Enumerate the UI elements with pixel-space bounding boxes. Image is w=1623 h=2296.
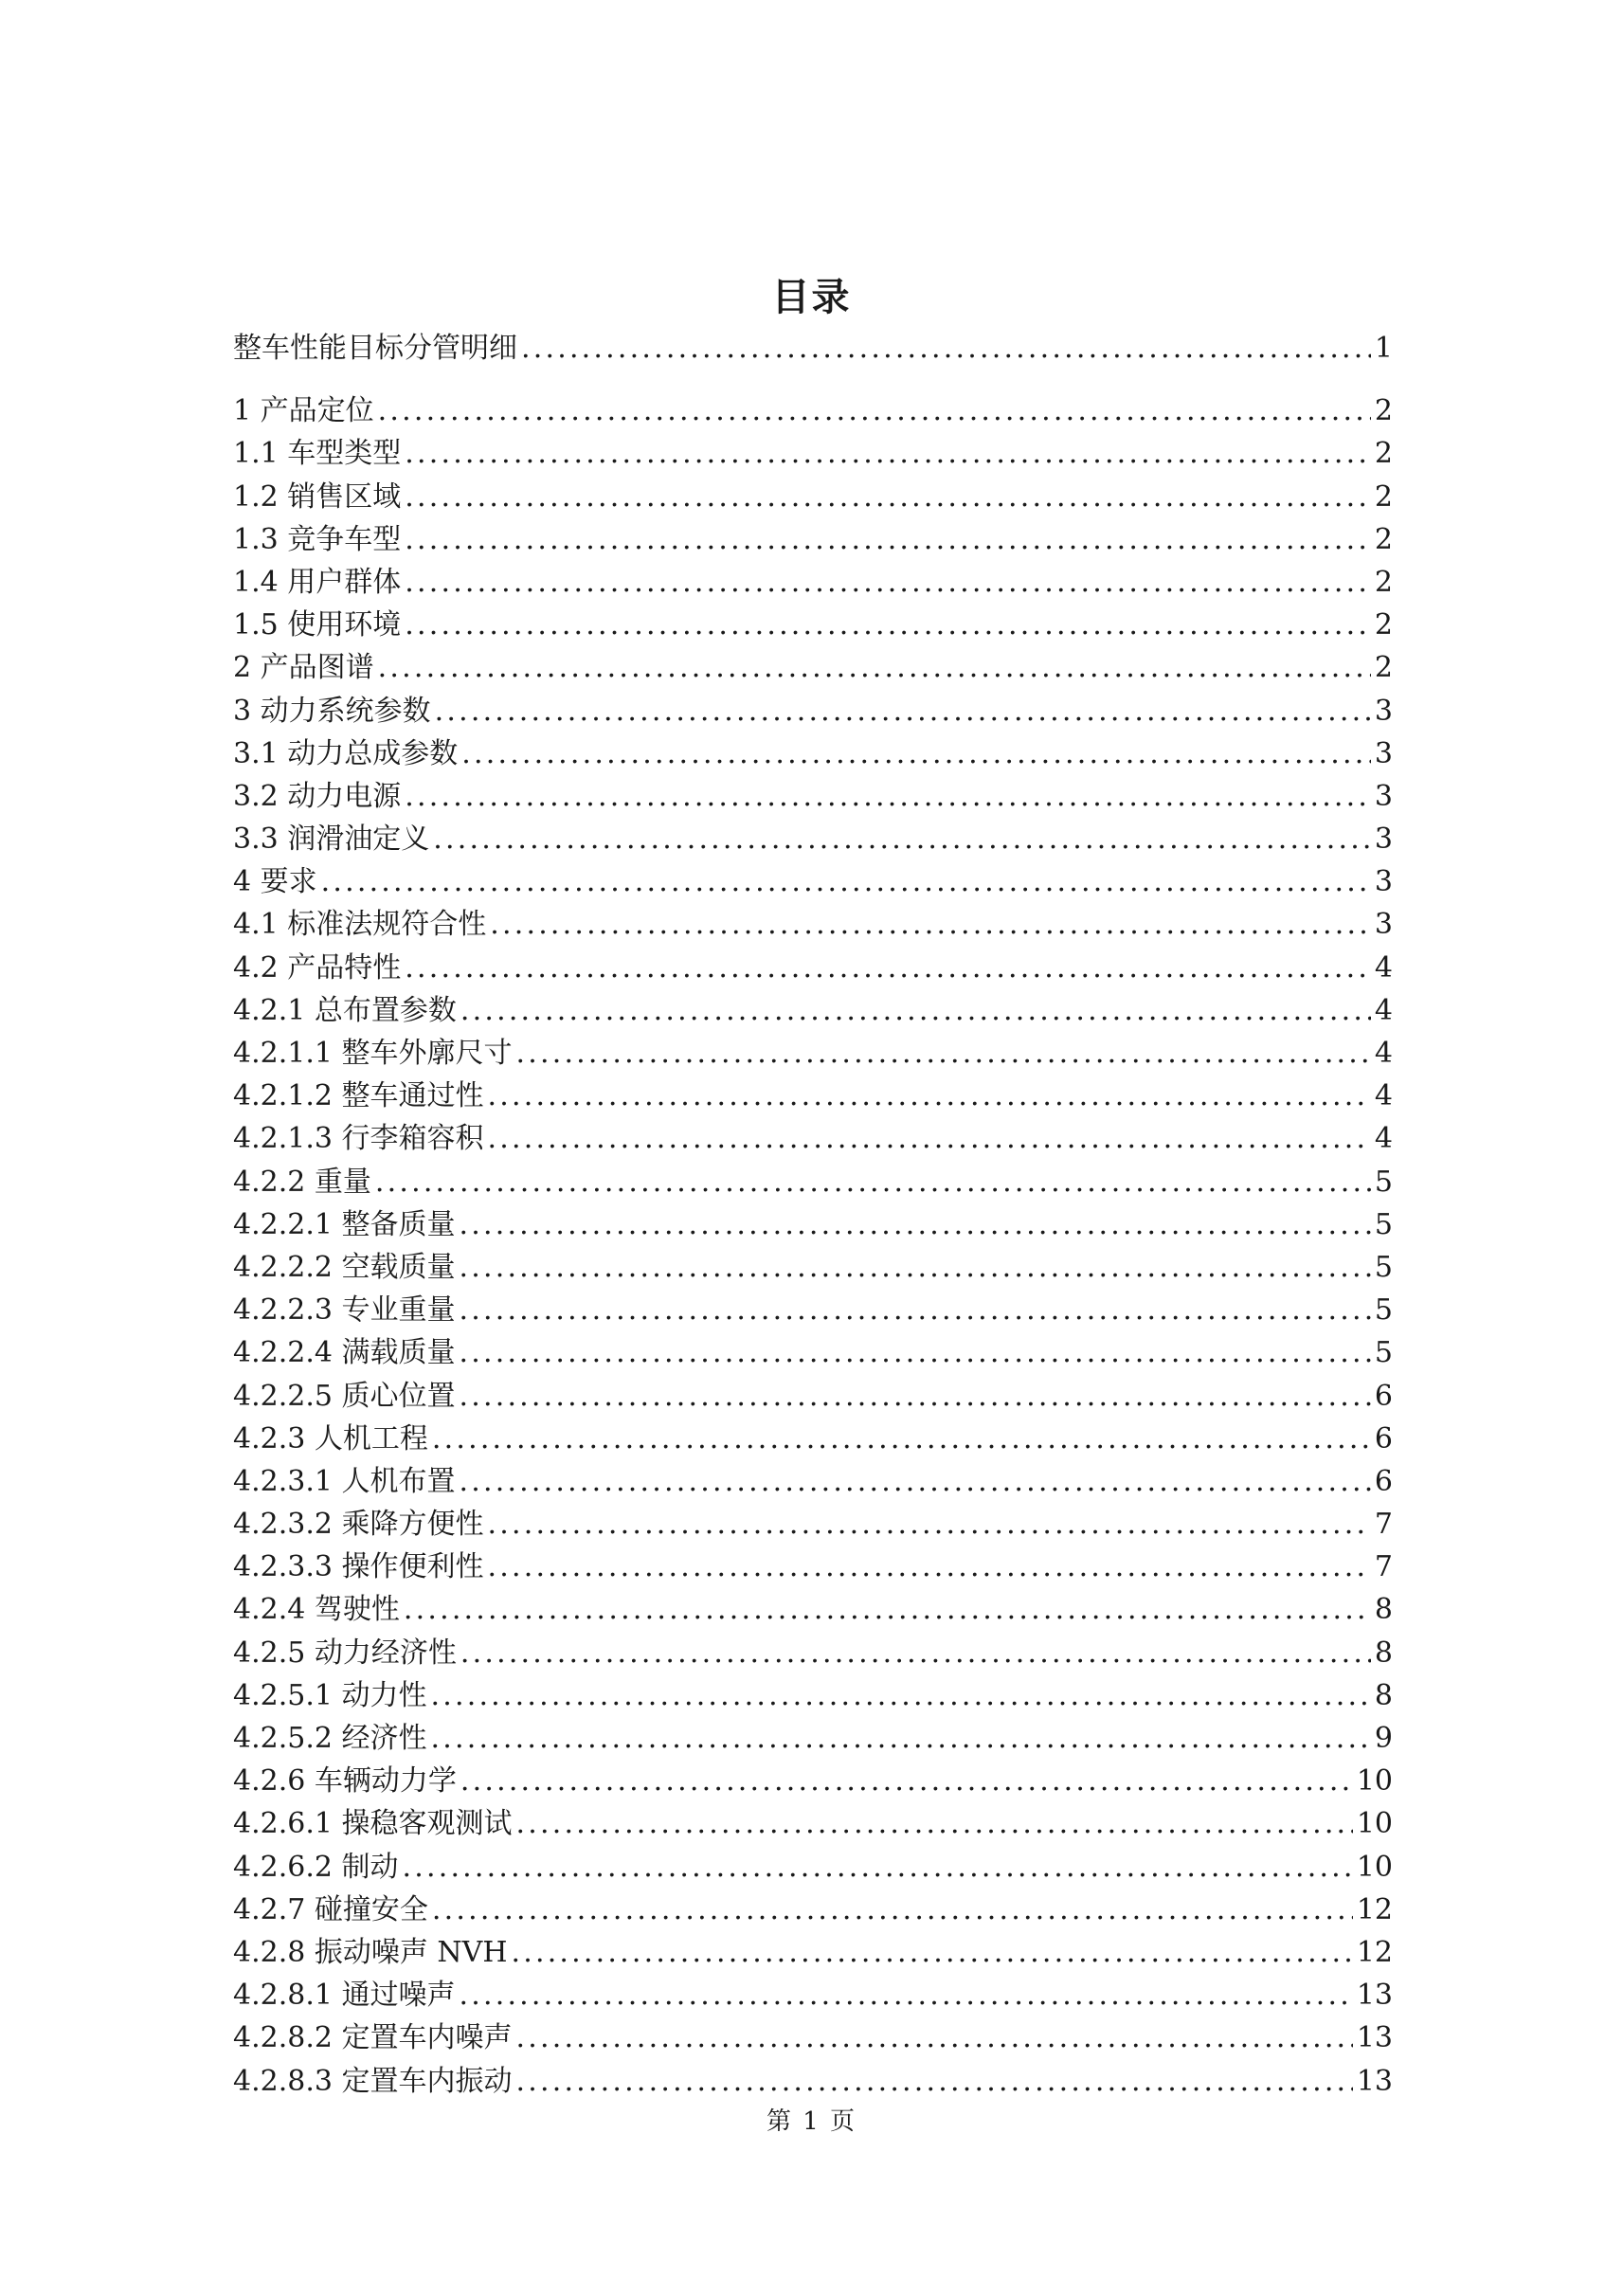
toc-dot-leader [404,1588,1371,1631]
toc-entry-label: 4.2.3 人机工程 [233,1421,428,1455]
toc-entry-label: 4.2.5.1 动力性 [233,1678,427,1712]
toc-dot-leader [403,1846,1353,1889]
toc-entry[interactable] [233,1460,1393,1503]
toc-entry[interactable] [233,604,1393,646]
toc-entry[interactable] [233,1032,1393,1075]
toc-dot-leader [460,989,1371,1032]
toc-entry[interactable] [233,1846,1393,1889]
toc-entry-page-number: 12 [1356,1935,1393,1969]
toc-dot-leader [490,903,1371,946]
toc-dot-leader [405,561,1371,604]
toc-entry-label: 4.2.2.4 满载质量 [233,1336,456,1370]
toc-entry-label: 4.2.3.3 操作便利性 [233,1550,484,1584]
toc-dot-leader [405,604,1371,646]
toc-dot-leader [461,732,1371,775]
toc-entry[interactable] [233,1546,1393,1588]
toc-entry-page-number: 7 [1374,1550,1393,1584]
toc-dot-leader [460,1375,1371,1418]
toc-entry-label: 4.1 标准法规符合性 [233,908,487,942]
toc-entry-page-number: 3 [1374,736,1393,770]
toc-entry-page-number: 7 [1374,1508,1393,1542]
toc-entry-page-number: 5 [1374,1250,1393,1284]
page-footer: 第 1 页 [766,2107,857,2136]
toc-entry[interactable] [233,903,1393,946]
toc-entry-label: 1.2 销售区域 [233,479,402,514]
toc-entry[interactable] [233,1674,1393,1717]
toc-entry-label: 4.2.8.2 定置车内噪声 [233,2021,513,2055]
toc-entry[interactable] [233,1889,1393,1931]
toc-dot-leader [432,1889,1353,1931]
toc-dot-leader [405,775,1371,818]
toc-entry-page-number: 1 [1374,332,1393,365]
toc-dot-leader [460,1331,1371,1374]
toc-entry-page-number: 13 [1356,2064,1393,2098]
toc-entry-label: 4.2.2.1 整备质量 [233,1207,456,1241]
toc-dot-leader [488,1075,1371,1117]
toc-entry-page-number: 5 [1374,1293,1393,1328]
toc-dot-leader [511,1931,1352,1974]
toc-entry-page-number: 2 [1374,394,1393,428]
toc-entry[interactable] [233,2016,1393,2059]
toc-entry-page-number: 5 [1374,1336,1393,1370]
toc-entry-page-number: 2 [1374,608,1393,642]
toc-entry[interactable] [233,1161,1393,1203]
toc-entry[interactable] [233,1117,1393,1160]
toc-entry[interactable] [233,1246,1393,1289]
toc-entry-page-number: 3 [1374,865,1393,899]
toc-entry-label: 4.2.4 驾驶性 [233,1593,400,1627]
toc-entry-label: 4.2.5 动力经济性 [233,1636,457,1670]
toc-dot-leader [460,1632,1371,1674]
toc-entry[interactable] [233,1974,1393,2016]
toc-entry-label: 4.2.2 重量 [233,1165,371,1199]
toc-entry-label: 1.3 竞争车型 [233,522,402,556]
toc-entry[interactable] [233,690,1393,732]
toc-dot-leader [405,476,1371,518]
toc-entry-page-number: 3 [1374,823,1393,857]
toc-entry-label: 4.2.2.5 质心位置 [233,1379,456,1413]
toc-dot-leader [460,1289,1371,1331]
toc-entry-label: 3 动力系统参数 [233,694,431,728]
toc-entry-page-number: 6 [1374,1464,1393,1498]
toc-entry[interactable] [233,1931,1393,1974]
toc-entry[interactable] [233,561,1393,604]
toc-entry[interactable] [233,1075,1393,1117]
toc-entry-page-number: 2 [1374,651,1393,685]
toc-entry-page-number: 2 [1374,522,1393,556]
toc-entry-label: 4.2.8 振动噪声 NVH [233,1935,508,1969]
toc-entry-page-number: 3 [1374,694,1393,728]
toc-entry-label: 4.2.3.1 人机布置 [233,1464,456,1498]
toc-entry[interactable] [233,1760,1393,1802]
toc-entry-page-number: 3 [1374,779,1393,813]
toc-dot-leader [460,1760,1353,1802]
toc-entry-page-number: 8 [1374,1636,1393,1670]
toc-entry[interactable] [233,2060,1393,2103]
toc-entry-page-number: 10 [1356,1807,1393,1841]
toc-entry-page-number: 10 [1356,1850,1393,1884]
toc-entry-label: 4.2.2.3 专业重量 [233,1293,456,1328]
toc-entry[interactable] [233,1418,1393,1460]
toc-dot-leader [405,518,1371,561]
toc-entry-label: 2 产品图谱 [233,651,374,685]
toc-title: 目录 [771,276,852,319]
toc-entry[interactable] [233,989,1393,1032]
toc-entry-label: 4.2.5.2 经济性 [233,1722,427,1755]
toc-entry-label: 1.4 用户群体 [233,565,402,599]
toc-entry-label: 4.2.1.3 行李箱容积 [233,1122,484,1156]
toc-dot-leader [435,690,1371,732]
toc-entry-page-number: 2 [1374,437,1393,471]
toc-entry[interactable] [233,732,1393,775]
toc-entry-page-number: 4 [1374,993,1393,1027]
toc-dot-leader [460,1246,1371,1289]
toc-entry[interactable] [233,389,1393,432]
toc-entry-label: 4.2.3.2 乘降方便性 [233,1508,484,1542]
toc-entry-page-number: 6 [1374,1379,1393,1413]
toc-entry-page-number: 5 [1374,1207,1393,1241]
toc-dot-leader [460,1203,1371,1246]
toc-entry-page-number: 13 [1356,1979,1393,2013]
toc-entry[interactable] [233,1331,1393,1374]
toc-entry-label: 4.2.1 总布置参数 [233,993,457,1027]
toc-entry[interactable] [233,432,1393,475]
toc-entry[interactable] [233,518,1393,561]
toc-entry-page-number: 4 [1374,1079,1393,1113]
toc-entry-page-number: 8 [1374,1593,1393,1627]
toc-entry-label: 4.2.8.1 通过噪声 [233,1979,456,2013]
toc-entry[interactable] [233,1375,1393,1418]
toc-entry[interactable] [233,947,1393,989]
toc-entry-label: 4.2.6.2 制动 [233,1850,399,1884]
toc-dot-leader [321,860,1371,903]
toc-dot-leader [431,1674,1371,1717]
toc-dot-leader [488,1503,1371,1546]
toc-entry-page-number: 4 [1374,1122,1393,1156]
toc-dot-leader [433,818,1371,860]
toc-entry[interactable] [233,1289,1393,1331]
toc-entry-page-number: 10 [1356,1764,1393,1799]
toc-dot-leader [516,1802,1353,1845]
table-of-contents [233,327,1393,2103]
toc-dot-leader [521,327,1371,370]
toc-entry[interactable] [233,860,1393,903]
toc-dot-leader [488,1546,1371,1588]
toc-entry[interactable] [233,1588,1393,1631]
toc-entry-label: 4.2.6 车辆动力学 [233,1764,457,1799]
toc-entry[interactable] [233,1802,1393,1845]
toc-entry-label: 4.2.2.2 空载质量 [233,1250,456,1284]
toc-entry-page-number: 6 [1374,1421,1393,1455]
toc-entry[interactable] [233,476,1393,518]
toc-entry[interactable] [233,1632,1393,1674]
toc-entry-page-number: 12 [1356,1892,1393,1926]
toc-entry-label: 4 要求 [233,865,317,899]
toc-entry-label: 4.2.7 碰撞安全 [233,1892,428,1926]
toc-entry-page-number: 4 [1374,950,1393,985]
toc-entry-page-number: 4 [1374,1037,1393,1070]
toc-dot-leader [460,1974,1353,2016]
toc-dot-leader [378,389,1371,432]
toc-entry[interactable] [233,327,1393,370]
toc-dot-leader [405,432,1371,475]
toc-entry-label: 4.2.1.1 整车外廓尺寸 [233,1037,513,1070]
toc-entry-label: 3.2 动力电源 [233,779,402,813]
toc-entry[interactable] [233,646,1393,689]
toc-dot-leader [516,2060,1353,2103]
toc-entry-page-number: 13 [1356,2021,1393,2055]
toc-entry-page-number: 3 [1374,908,1393,942]
toc-entry-label: 1.5 使用环境 [233,608,402,642]
toc-entry-page-number: 5 [1374,1165,1393,1199]
toc-entry[interactable] [233,775,1393,818]
toc-entry-label: 4.2 产品特性 [233,950,402,985]
toc-dot-leader [405,947,1371,989]
toc-entry-page-number: 9 [1374,1722,1393,1755]
toc-entry-page-number: 8 [1374,1678,1393,1712]
toc-entry-label: 3.1 动力总成参数 [233,736,459,770]
toc-dot-leader [460,1460,1371,1503]
toc-dot-leader [516,2016,1353,2059]
toc-entry-label: 4.2.1.2 整车通过性 [233,1079,484,1113]
toc-dot-leader [488,1117,1371,1160]
toc-entry-label: 3.3 润滑油定义 [233,823,430,857]
toc-entry-page-number: 2 [1374,565,1393,599]
toc-entry-label: 1 产品定位 [233,394,374,428]
toc-entry-label: 1.1 车型类型 [233,437,402,471]
toc-dot-leader [375,1161,1371,1203]
toc-entry-label: 4.2.6.1 操稳客观测试 [233,1807,513,1841]
toc-entry[interactable] [233,1717,1393,1760]
toc-entry[interactable] [233,1203,1393,1246]
toc-dot-leader [516,1032,1371,1075]
toc-dot-leader [378,646,1371,689]
toc-entry-page-number: 2 [1374,479,1393,514]
toc-entry[interactable] [233,818,1393,860]
toc-entry[interactable] [233,1503,1393,1546]
toc-entry-label: 整车性能目标分管明细 [233,332,517,365]
toc-entry-label: 4.2.8.3 定置车内振动 [233,2064,513,2098]
toc-dot-leader [432,1418,1371,1460]
toc-dot-leader [431,1717,1371,1760]
